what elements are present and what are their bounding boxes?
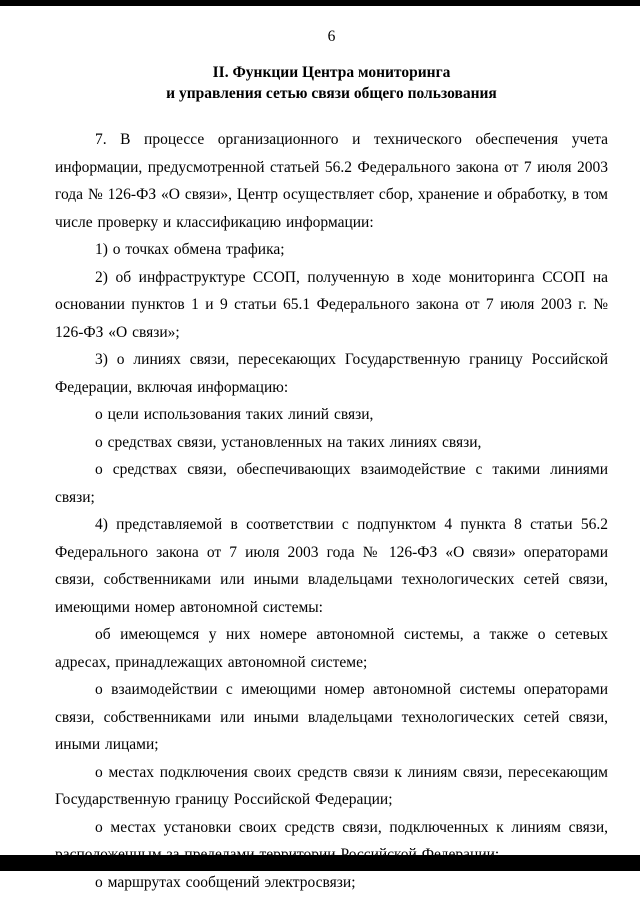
paragraph: 2) об инфраструктуре ССОП, полученную в ходе мониторинга ССОП на основании пунктов 1 и 9 статьи 65.1 Федерального закона от 7 июля 2003 г. № 126-ФЗ «О связи»; bbox=[55, 268, 608, 341]
paragraph: о средствах связи, установленных на таких линиях связи, bbox=[95, 433, 482, 451]
top-border-bar bbox=[0, 0, 640, 6]
document-heading bbox=[55, 62, 608, 104]
paragraph: о местах установки своих средств связи, подключенных к линиям связи, bbox=[95, 818, 608, 836]
paragraph: 1) о точках обмена трафика; bbox=[95, 241, 285, 258]
paragraph: о взаимодействии с имеющими номер автономной системы операторами связи, собственниками или иными владельцами технологических сетей связи, иными лицами; bbox=[55, 681, 608, 753]
bottom-border-bar bbox=[0, 855, 640, 871]
page-content bbox=[55, 28, 608, 896]
heading-line-1: II. Функции Центра мониторинга bbox=[212, 64, 451, 81]
paragraph: о средствах связи, обеспечивающих взаимодействие с такими линиями связи; bbox=[55, 461, 608, 506]
paragraph: 4) представляемой в соответствии с подпунктом 4 пункта 8 статьи 56.2 Федерального закона от 7 июля 2003 года № 126-ФЗ «О связи» операторами связи, собственниками или иными владельцами технологических сетей связи, имеющими номер автономной системы: bbox=[55, 516, 608, 616]
heading-line-2: и управления сетью связи общего пользования bbox=[166, 85, 497, 102]
paragraph: о маршрутах сообщений электросвязи; bbox=[95, 873, 356, 891]
paragraph: о местах подключения своих средств связи к линиям связи, пересекающим Государственную границу Российской Федерации; bbox=[55, 763, 608, 808]
page-number: 6 bbox=[327, 28, 336, 45]
paragraph: о цели использования таких линий связи, bbox=[95, 406, 374, 423]
document-body bbox=[55, 126, 608, 896]
paragraph: 3) о линиях связи, пересекающих Государственную границу Российской Федерации, включая информацию: bbox=[55, 351, 608, 396]
paragraph: об имеющемся у них номере автономной системы, а также о сетевых адресах, принадлежащих автономной системе; bbox=[55, 626, 608, 671]
paragraph: 7. В процессе организационного и технического обеспечения учета информации, предусмотренной статьей 56.2 Федерального закона от 7 июля 2003 года № 126-ФЗ «О связи», Центр осуществляет сбор, хранение и обработку, в том числе проверку и классификацию информации: bbox=[55, 131, 608, 231]
